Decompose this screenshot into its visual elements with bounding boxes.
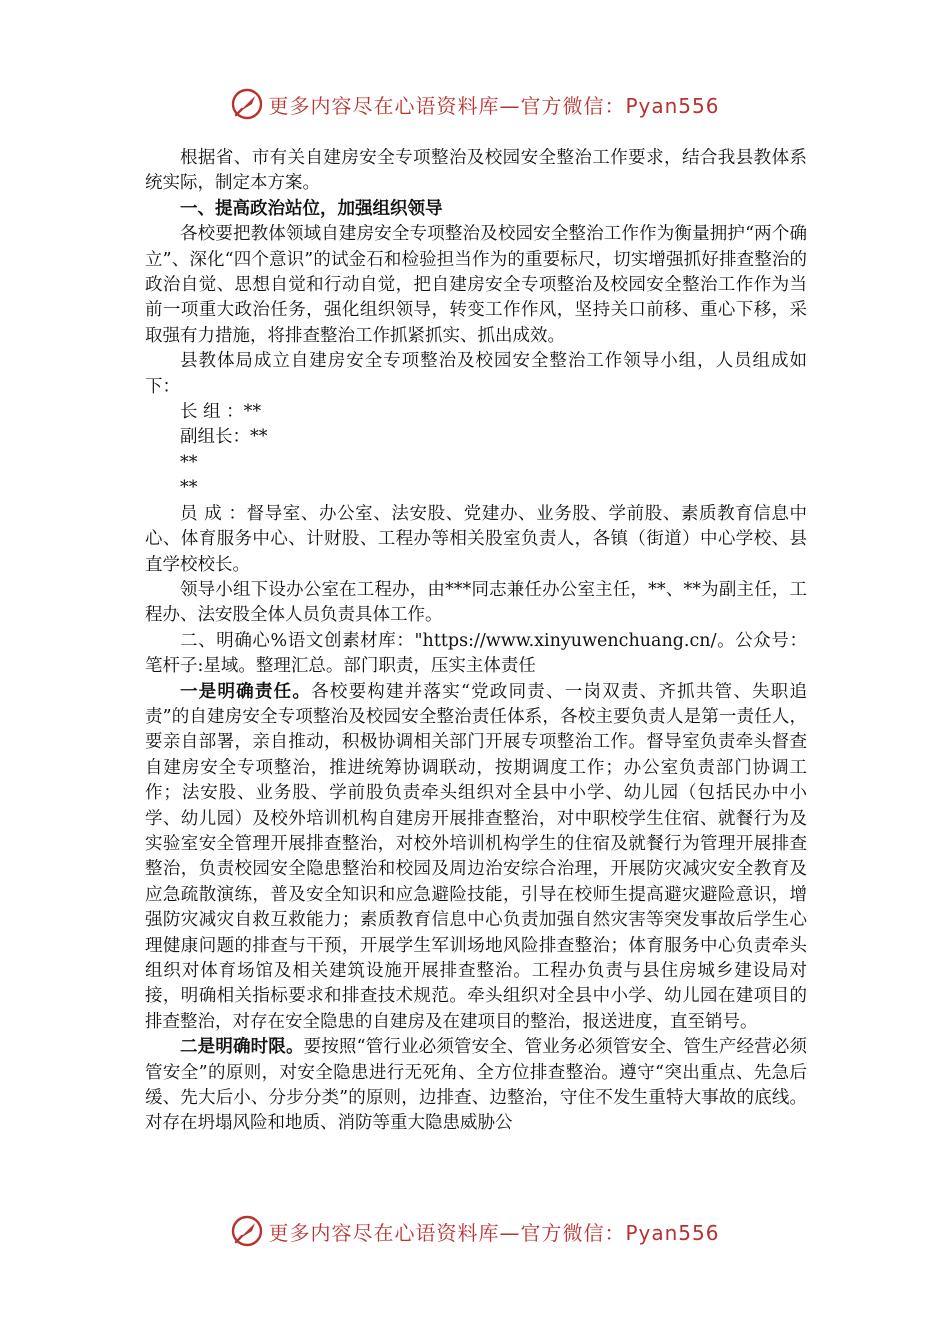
header-banner-text: 更多内容尽在心语资料库—官方微信：Pyan556	[268, 93, 720, 118]
footer-banner	[0, 1211, 950, 1251]
quill-logo-icon	[230, 1214, 264, 1248]
text-deadline: 要按照“管行业必须管安全、管业务必须管安全、管生产经营必须管安全”的原则，对安全隐患进行无死角、全方位排查整治。遵守“突出重点、先急后缓、先大后小、分步分类”的原则，边排查、边整治，守住不发生重特大事故的底线。对存在坍塌风险和地质、消防等重大隐患威胁公	[145, 1037, 807, 1134]
member-deputy-2: **	[180, 452, 198, 473]
header-banner	[0, 84, 950, 124]
paragraph-deadline	[145, 1035, 807, 1137]
paragraph-political: 各校要把教体领域自建房安全专项整治及校园安全整治工作作为衡量拥护“两个确立”、深化“四个意识”的试金石和检验担当作为的重要标尺，切实增强抓好排查整治的政治自觉、思想自觉和行动自觉，把自建房安全专项整治及校园安全整治工作作为当前一项重大政治任务，强化组织领导，转变工作作风，坚持关口前移、重心下移，采取强有力措施，将排查整治工作抓紧抓实、抓出成效。	[145, 224, 807, 346]
paragraph-responsibility	[145, 680, 807, 1036]
member-deputy-3: **	[180, 478, 198, 499]
document-body	[145, 146, 807, 1137]
member-deputy: 副组长：**	[180, 427, 268, 448]
lead-responsibility: 一是明确责任。	[180, 681, 312, 702]
footer-banner-text: 更多内容尽在心语资料库—官方微信：Pyan556	[268, 1220, 720, 1245]
paragraph-intro: 根据省、市有关自建房安全专项整治及校园安全整治工作要求，结合我县教体系统实际，制定本方案。	[145, 148, 807, 194]
member-list: 员 成 ：督导室、办公室、法安股、党建办、业务股、学前股、素质教育信息中心、体育服务中心、计财股、工程办等相关股室负责人，各镇（街道）中心学校、县直学校校长。	[145, 503, 807, 575]
quill-logo-icon	[230, 87, 264, 121]
member-leader: 长 组 ：**	[180, 402, 262, 423]
section-heading-2: 二、明确心%语文创素材库："https://www.xinyuwenchuang.cn/。公众号：笔杆子:星域。整理汇总。部门职责，压实主体责任	[145, 630, 807, 677]
paragraph-office: 领导小组下设办公室在工程办，由***同志兼任办公室主任，**、**为副主任，工程办、法安股全体人员负责具体工作。	[145, 579, 807, 626]
paragraph-leading-group: 县教体局成立自建房安全专项整治及校园安全整治工作领导小组，人员组成如下：	[145, 351, 807, 397]
section-heading-1: 一、提高政治站位，加强组织领导	[180, 198, 443, 219]
text-responsibility: 各校要构建并落实“党政同责、一岗双责、齐抓共管、失职追责”的自建房安全专项整治及校园安全整治责任体系，各校主要负责人是第一责任人，要亲自部署，亲自推动，积极协调相关部门开展专项整治工作。督导室负责牵头督查自建房安全专项整治，推进统筹协调联动，按期调度工作；办公室负责部门协调工作；法安股、业务股、学前股负责牵头组织对全县中小学、幼儿园（包括民办中小学、幼儿园）及校外培训机构自建房开展排查整治，对中职校学生住宿、就餐行为及实验室安全管理开展排查整治，对校外培训机构学生的住宿及就餐行为管理开展排查整治，负责校园安全隐患整治和校园及周边治安综合治理，开展防灾减灾安全教育及应急疏散演练，普及安全知识和应急避险技能，引导在校师生提高避灾避险意识，增强防灾减灾自救互救能力；素质教育信息中心负责加强自然灾害等突发事故后学生心理健康问题的排查与干预，开展学生军训场地风险排查整治；体育服务中心负责牵头组织对体育场馆及相关建筑设施开展排查整治。工程办负责与县住房城乡建设局对接，明确相关指标要求和排查技术规范。牵头组织对全县中小学、幼儿园在建项目的排查整治，对存在安全隐患的自建房及在建项目的整治，报送进度，直至销号。	[145, 681, 807, 1032]
lead-deadline: 二是明确时限。	[180, 1037, 304, 1058]
